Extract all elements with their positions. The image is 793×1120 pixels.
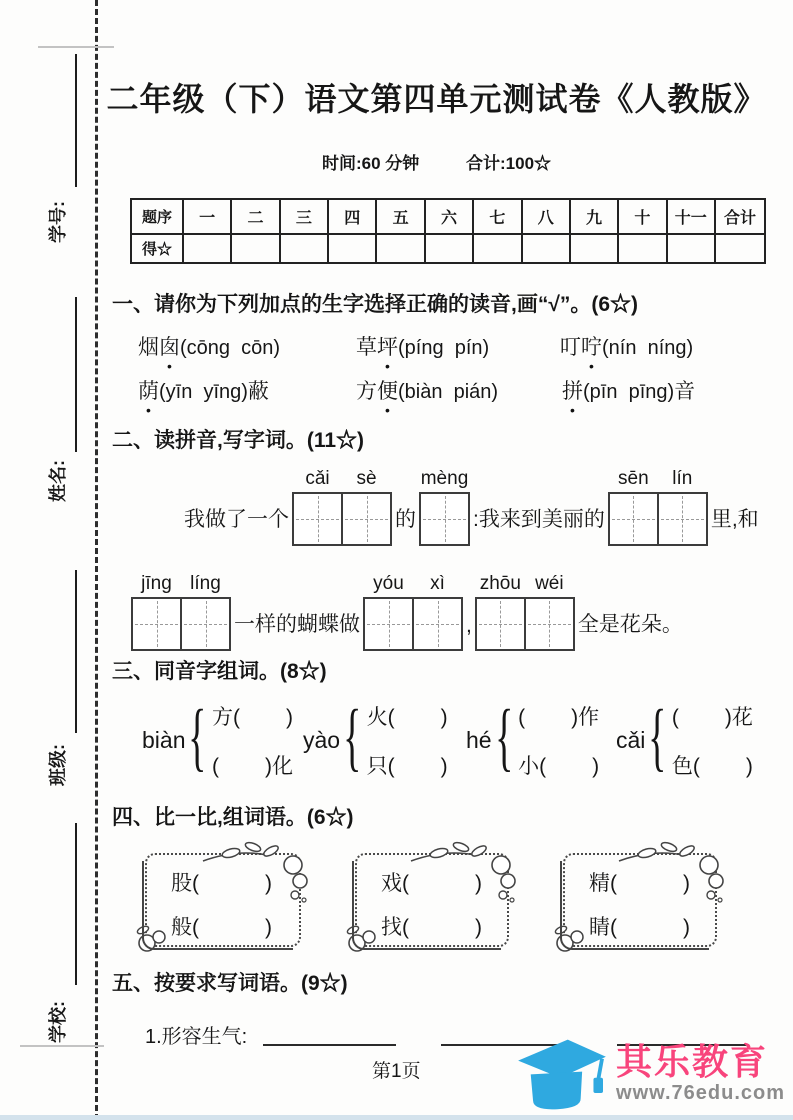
graduation-cap-icon [514, 1032, 610, 1114]
q3-option [672, 750, 753, 780]
q1-item [356, 331, 489, 361]
flower-icon [551, 921, 591, 957]
score-cell [667, 234, 715, 263]
q1-word: 叮 [560, 336, 581, 359]
q4-word: ) [265, 872, 272, 895]
fold-mark-top [38, 46, 114, 48]
score-col: 十 [618, 199, 666, 234]
flower-icon [343, 921, 383, 957]
score-col: 七 [473, 199, 521, 234]
q4-compare-box [563, 853, 717, 947]
q2-writing-box [363, 573, 463, 651]
score-cell [231, 234, 279, 263]
q1-dotted-char: 荫 [138, 380, 159, 403]
q3-option-text: 色( [671, 754, 700, 778]
q2-writing-box [419, 468, 470, 546]
q1-word: 蔽 [247, 380, 269, 403]
pinyin-label: sēn [618, 468, 649, 489]
q1-item [356, 375, 498, 405]
answer-blank [263, 1020, 396, 1046]
q1-pinyin-options: (pīn pīng) [583, 381, 675, 403]
time-limit: 时间:60 分钟 [321, 154, 420, 173]
q3-option-text: ( [671, 705, 679, 729]
q4-word: ) [683, 916, 690, 939]
q1-word: 烟 [138, 336, 159, 359]
q3-option-text: 小( [518, 754, 547, 778]
student-id-blank-line [75, 54, 77, 187]
writing-cell [610, 494, 657, 544]
pinyin-label: líng [190, 573, 221, 594]
q3-option-text: ) [592, 754, 600, 778]
score-cell [183, 234, 231, 263]
q4-word: 睛( [589, 916, 617, 939]
q2-text: 里,和 [710, 508, 759, 531]
score-cell [715, 234, 765, 263]
school-label: 学校: [48, 1001, 68, 1043]
q3-option [212, 750, 293, 780]
writing-cell [412, 599, 461, 649]
score-col: 八 [522, 199, 570, 234]
q4-compare-box [145, 853, 301, 947]
q3-option [367, 701, 448, 731]
writing-cell [477, 599, 524, 649]
score-cell [618, 234, 666, 263]
logo-text [616, 1042, 785, 1105]
q1-pinyin-options: (nín níng) [602, 337, 694, 359]
q3-option-text: )作 [571, 705, 600, 729]
logo-name: 其乐教育 [616, 1040, 769, 1082]
brace: { [188, 695, 207, 779]
q4-word: 戏( [381, 872, 409, 895]
q4-word: ) [683, 872, 690, 895]
q4-word: ) [475, 872, 482, 895]
scan-edge-strip [0, 1115, 793, 1120]
q1-word: 方 [356, 380, 377, 403]
paper-subtitle [100, 149, 773, 174]
writing-cell [421, 494, 468, 544]
q3-option [672, 701, 753, 731]
q1-word: 音 [674, 380, 696, 403]
score-col: 三 [280, 199, 328, 234]
q3-option [518, 701, 599, 731]
q1-pinyin-options: (cōng cōn) [180, 337, 281, 359]
q1-dotted-char: 拼 [562, 380, 583, 403]
q3-option-text: ) [440, 754, 448, 778]
q3-syllable: biàn [142, 726, 186, 753]
pinyin-label: sè [356, 468, 377, 489]
q2-heading: 二、读拼音,写字词。(11☆) [112, 429, 365, 452]
publisher-logo [514, 1032, 785, 1114]
total-score: 合计:100☆ [466, 154, 552, 173]
pinyin-label: yóu [373, 573, 404, 594]
writing-cell [133, 599, 180, 649]
pinyin-label: zhōu [479, 573, 521, 594]
q2-text: 一样的蝴蝶做 [234, 613, 360, 636]
q4-word: 股( [171, 872, 199, 895]
score-col: 六 [425, 199, 473, 234]
q3-group-cai [616, 695, 753, 782]
score-cell [425, 234, 473, 263]
q4-word: ) [265, 916, 272, 939]
score-row-label: 得☆ [131, 234, 183, 263]
q3-option [367, 750, 448, 780]
q2-text: :我来到美丽的 [473, 508, 605, 531]
student-id-label: 学号: [48, 201, 68, 243]
writing-cell [524, 599, 573, 649]
brace: { [343, 695, 362, 779]
q1-item [138, 375, 269, 405]
q3-group-bian [142, 695, 293, 782]
q1-dotted-char: 咛 [581, 336, 602, 359]
q4-word-row [171, 867, 272, 897]
score-col: 十一 [667, 199, 715, 234]
score-table-corner: 题序 [131, 199, 183, 234]
score-col-total: 合计 [715, 199, 765, 234]
q4-compare-box [355, 853, 509, 947]
q2-line-1 [184, 468, 759, 546]
q1-pinyin-options: (píng pín) [398, 337, 490, 359]
score-cell [570, 234, 618, 263]
flower-icon [133, 921, 173, 957]
q2-text: 的 [395, 508, 416, 531]
q2-writing-box [292, 468, 392, 546]
q1-dotted-char: 囱 [159, 336, 180, 359]
score-cell [280, 234, 328, 263]
q1-item [138, 331, 280, 361]
score-col: 二 [231, 199, 279, 234]
student-name-label: 姓名: [48, 460, 68, 502]
q4-word-row [589, 911, 690, 941]
q3-syllable: cǎi [616, 726, 646, 753]
q4-word-row [589, 867, 690, 897]
brace: { [494, 695, 513, 779]
q3-option-text: ( [518, 705, 526, 729]
q3-syllable: yào [303, 726, 341, 753]
q2-writing-box [475, 573, 575, 651]
q2-writing-box [608, 468, 708, 546]
q1-pinyin-options: (biàn pián) [398, 381, 499, 403]
score-col: 五 [376, 199, 424, 234]
q4-word-row [381, 911, 482, 941]
brace: { [648, 695, 667, 779]
q1-pinyin-options: (yīn yīng) [159, 381, 248, 403]
q5-heading: 五、按要求写词语。(9☆) [112, 972, 348, 995]
q4-heading: 四、比一比,组词语。(6☆) [112, 806, 354, 829]
q4-word-row [171, 911, 272, 941]
q5-item1-label: 1.形容生气: [145, 1026, 248, 1048]
q3-option-text: 只( [366, 754, 395, 778]
writing-cell [294, 494, 341, 544]
q4-word: 精( [589, 872, 617, 895]
q3-option-text: )花 [724, 705, 753, 729]
q3-option [212, 701, 293, 731]
score-cell [522, 234, 570, 263]
q3-option-text: )化 [264, 754, 293, 778]
q4-word: 般( [171, 916, 199, 939]
q3-syllable: hé [466, 726, 492, 753]
score-col: 九 [570, 199, 618, 234]
q4-word-row [381, 867, 482, 897]
q1-dotted-char: 坪 [377, 336, 398, 359]
writing-cell [341, 494, 390, 544]
score-cell [328, 234, 376, 263]
q2-text: , [466, 614, 472, 637]
q3-option-text: ) [285, 705, 293, 729]
q3-option-text: ) [745, 754, 753, 778]
q3-heading: 三、同音字组词。(8☆) [112, 660, 327, 683]
pinyin-label: wéi [535, 573, 564, 594]
q1-word: 草 [356, 336, 377, 359]
q2-text: 全是花朵。 [577, 613, 683, 636]
q3-group-yao [303, 695, 448, 782]
score-col: 四 [328, 199, 376, 234]
q3-option [518, 750, 599, 780]
q4-word: ) [475, 916, 482, 939]
q1-dotted-char: 便 [377, 380, 398, 403]
school-blank-line [75, 823, 77, 985]
score-col: 一 [183, 199, 231, 234]
pinyin-label: lín [672, 468, 693, 489]
q3-option-text: 火( [366, 705, 395, 729]
logo-site-url: www.76edu.com [616, 1081, 785, 1104]
q2-line-2 [131, 573, 683, 651]
score-table [130, 198, 766, 264]
q1-row-1 [0, 331, 793, 371]
writing-cell [180, 599, 229, 649]
pinyin-label: xì [430, 573, 445, 594]
q1-heading: 一、请你为下列加点的生字选择正确的读音,画“√”。(6☆) [112, 293, 639, 316]
class-label: 班级: [48, 744, 68, 786]
page-number: 第1页 [372, 1061, 421, 1082]
paper-title: 二年级（下）语文第四单元测试卷《人教版》 [106, 81, 767, 117]
writing-cell [365, 599, 412, 649]
pinyin-label: cǎi [305, 468, 330, 489]
q3-option-text: ( [211, 754, 219, 778]
q3-option-text: 方( [211, 705, 240, 729]
q1-item [562, 375, 695, 405]
writing-cell [657, 494, 706, 544]
pinyin-label: jīng [141, 573, 172, 594]
class-blank-line [75, 570, 77, 733]
score-cell [473, 234, 521, 263]
q2-text: 我做了一个 [184, 508, 289, 531]
q2-writing-box [131, 573, 231, 651]
q3-option-text: ) [440, 705, 448, 729]
q4-word: 找( [381, 916, 409, 939]
q3-group-he [466, 695, 600, 782]
cut-dashed-line [95, 0, 98, 1120]
score-cell [376, 234, 424, 263]
q1-row-2 [0, 375, 793, 415]
q1-item [560, 331, 693, 361]
pinyin-label: mèng [420, 468, 469, 489]
